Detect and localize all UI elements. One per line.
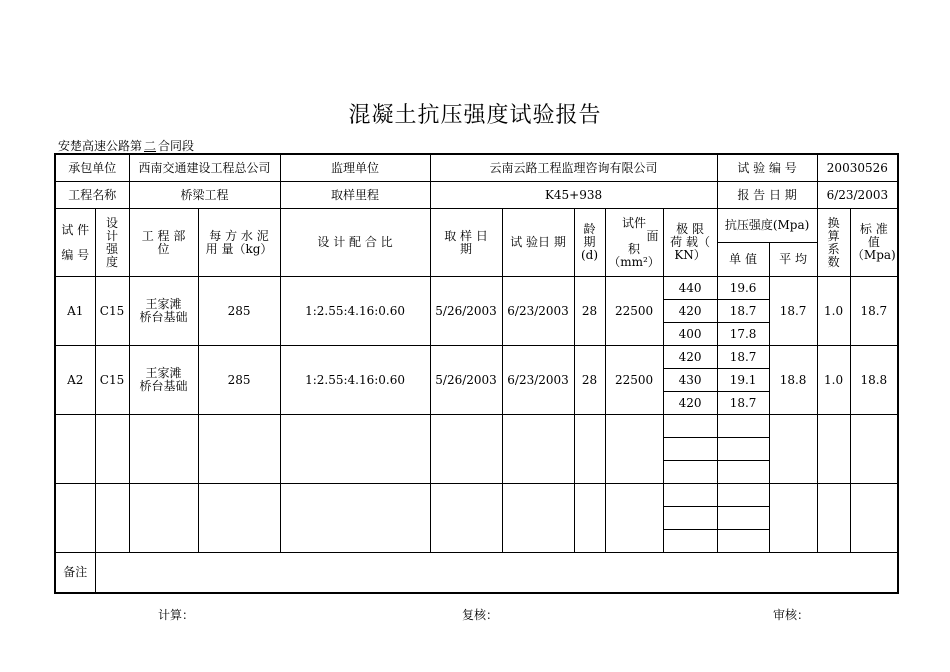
col-load: 极 限 荷 载（ KN）: [663, 209, 717, 277]
contractor-value: 西南交通建设工程总公司: [129, 154, 280, 182]
table-row: 430 19.1: [55, 369, 898, 392]
col-cement: 每 方 水 泥 用 量（kg）: [198, 209, 280, 277]
col-sample-date: 取 样 日 期: [430, 209, 502, 277]
col-factor: 换 算 系 数: [817, 209, 850, 277]
col-strength: 抗压强度(Mpa): [717, 209, 817, 243]
col-part: 工 程 部 位: [129, 209, 198, 277]
supervisor-value: 云南云路工程监理咨询有限公司: [430, 154, 717, 182]
empty-row: [55, 415, 898, 438]
section-number: 二: [144, 139, 157, 153]
test-no-value: 20030526: [817, 154, 898, 182]
col-specimen-no: 试 件 编 号: [55, 209, 95, 277]
test-no-label: 试 验 编 号: [717, 154, 817, 182]
col-design-strength: 设 计 强 度: [95, 209, 129, 277]
table-row: A1 C15 王家滩 桥台基础 285 1:2.55:4.16:0.60 5/26/2003 6/23/2003 28 22500 440 19.6 18.7 1.0 18.7: [55, 277, 898, 300]
supervisor-label: 监理单位: [280, 154, 430, 182]
footer-calc: 计算：: [158, 608, 195, 622]
footer-review: 复核：: [462, 608, 499, 622]
table-row: A2 C15 王家滩 桥台基础 285 1:2.55:4.16:0.60 5/26/2003 6/23/2003 28 22500 420 18.7 18.8 1.0 18.8: [55, 346, 898, 369]
project-value: 桥梁工程: [129, 182, 280, 209]
remarks-label: 备注: [55, 553, 95, 593]
section-prefix: 安楚高速公路第: [58, 139, 143, 153]
contract-section: [58, 137, 194, 154]
col-area: 试件 面 积 （mm²）: [605, 209, 663, 277]
report-table: [54, 153, 899, 594]
footer-audit: 审核：: [773, 608, 810, 622]
table-row: 420 18.7: [55, 392, 898, 415]
remarks-value: [95, 553, 898, 593]
col-standard: 标 准 值 （Mpa): [850, 209, 898, 277]
col-test-date: 试 验日 期: [502, 209, 574, 277]
report-date-label: 报 告 日 期: [717, 182, 817, 209]
col-single: 单 值: [717, 243, 769, 277]
col-age: 龄 期 (d): [574, 209, 605, 277]
contractor-label: 承包单位: [55, 154, 129, 182]
mileage-value: K45+938: [430, 182, 717, 209]
mileage-label: 取样里程: [280, 182, 430, 209]
header-row-project: [55, 182, 898, 209]
table-row: 420 18.7: [55, 300, 898, 323]
project-label: 工程名称: [55, 182, 129, 209]
section-suffix: 合同段: [158, 139, 195, 153]
table-row: 400 17.8: [55, 323, 898, 346]
remarks-row: [55, 553, 898, 593]
empty-row: [55, 484, 898, 507]
column-header-row: [55, 209, 898, 243]
report-date-value: 6/23/2003: [817, 182, 898, 209]
col-average: 平 均: [769, 243, 817, 277]
col-mix: 设 计 配 合 比: [280, 209, 430, 277]
header-row-contractor: [55, 154, 898, 182]
report-title: 混凝土抗压强度试验报告: [348, 103, 602, 128]
